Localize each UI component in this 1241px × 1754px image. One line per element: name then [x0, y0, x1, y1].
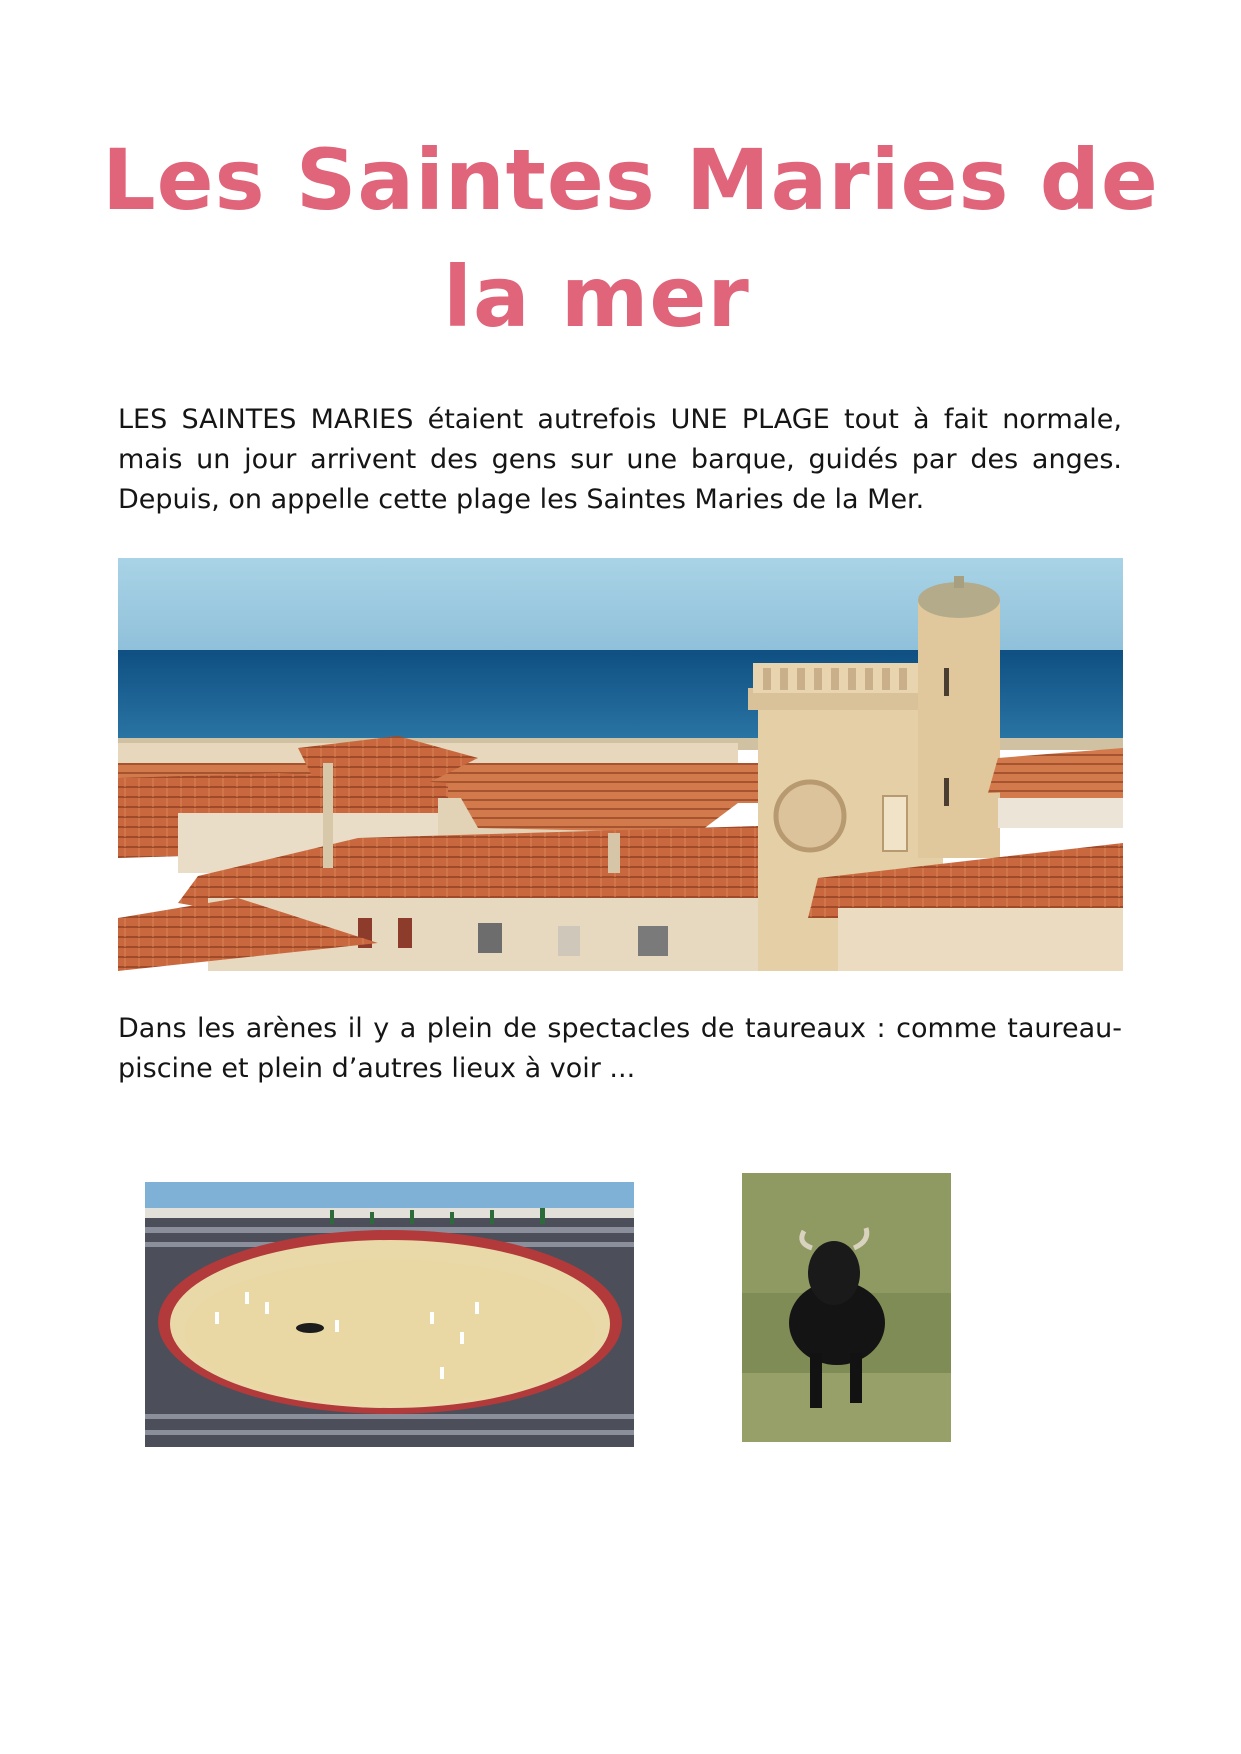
- arenes-paragraph: Dans les arènes il y a plein de spectacles de taureaux : comme taureau-piscine et plein d’autres lieux à voir ...: [118, 1013, 1122, 1084]
- intro-paragraph: LES SAINTES MARIES étaient autrefois UNE PLAGE tout à fait normale, mais un jour arrivent des gens sur une barque, guidés par des anges. Depuis, on appelle cette plage les Saintes Maries de la Mer.: [118, 404, 1122, 515]
- arena-photo: [145, 1182, 634, 1447]
- bull-photo: [742, 1173, 951, 1442]
- page-title-line-1: Les Saintes Maries de: [102, 131, 1159, 229]
- town-sea-photo: [118, 558, 1123, 971]
- page-title-line-2: la mer: [443, 248, 750, 346]
